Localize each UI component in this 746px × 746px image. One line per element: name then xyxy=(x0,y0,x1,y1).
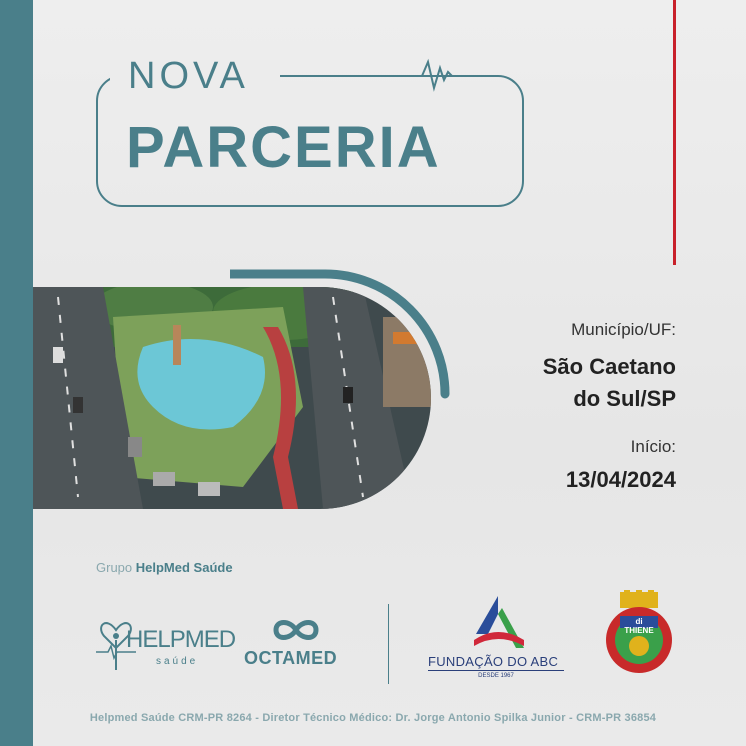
crest-banner-text: di THIENE xyxy=(624,617,654,635)
fundacao-subtitle: DESDE 1967 xyxy=(478,673,514,679)
title-nova: NOVA xyxy=(128,55,249,97)
octamed-logo xyxy=(244,618,348,668)
fundacao-abc-logo xyxy=(428,594,564,686)
left-accent-bar xyxy=(0,0,33,746)
octamed-wordmark: OCTAMED xyxy=(244,648,338,668)
logo-divider xyxy=(388,604,389,684)
fundacao-abc-emblem-icon xyxy=(468,594,528,650)
aerial-city-photo xyxy=(33,287,431,509)
helpmed-logo xyxy=(96,612,236,674)
title-parceria: PARCERIA xyxy=(126,115,441,180)
infinity-icon xyxy=(272,618,320,642)
footer-credits: Helpmed Saúde CRM-PR 8264 - Diretor Técnico Médico: Dr. Jorge Antonio Spilka Junior - CRM-PR 36854 xyxy=(89,712,657,724)
municipio-value xyxy=(543,351,676,415)
grupo-prefix: Grupo xyxy=(96,560,133,575)
helpmed-subtitle: saúde xyxy=(156,656,199,667)
municipio-line1: São Caetano xyxy=(542,354,676,379)
grupo-name: HelpMed Saúde xyxy=(135,560,233,575)
inicio-value: 13/04/2024 xyxy=(565,467,676,492)
helpmed-wordmark: HELPMED xyxy=(126,626,236,653)
fundacao-wordmark: FUNDAÇÃO DO ABC xyxy=(428,654,559,669)
municipio-line2: do Sul/SP xyxy=(573,386,676,411)
sao-caetano-crest-logo xyxy=(602,590,676,674)
red-accent-line xyxy=(673,0,676,265)
inicio-label: Início: xyxy=(630,437,676,456)
municipio-label: Município/UF: xyxy=(571,320,676,339)
heartbeat-line-icon xyxy=(282,58,472,94)
grupo-label xyxy=(96,560,233,575)
